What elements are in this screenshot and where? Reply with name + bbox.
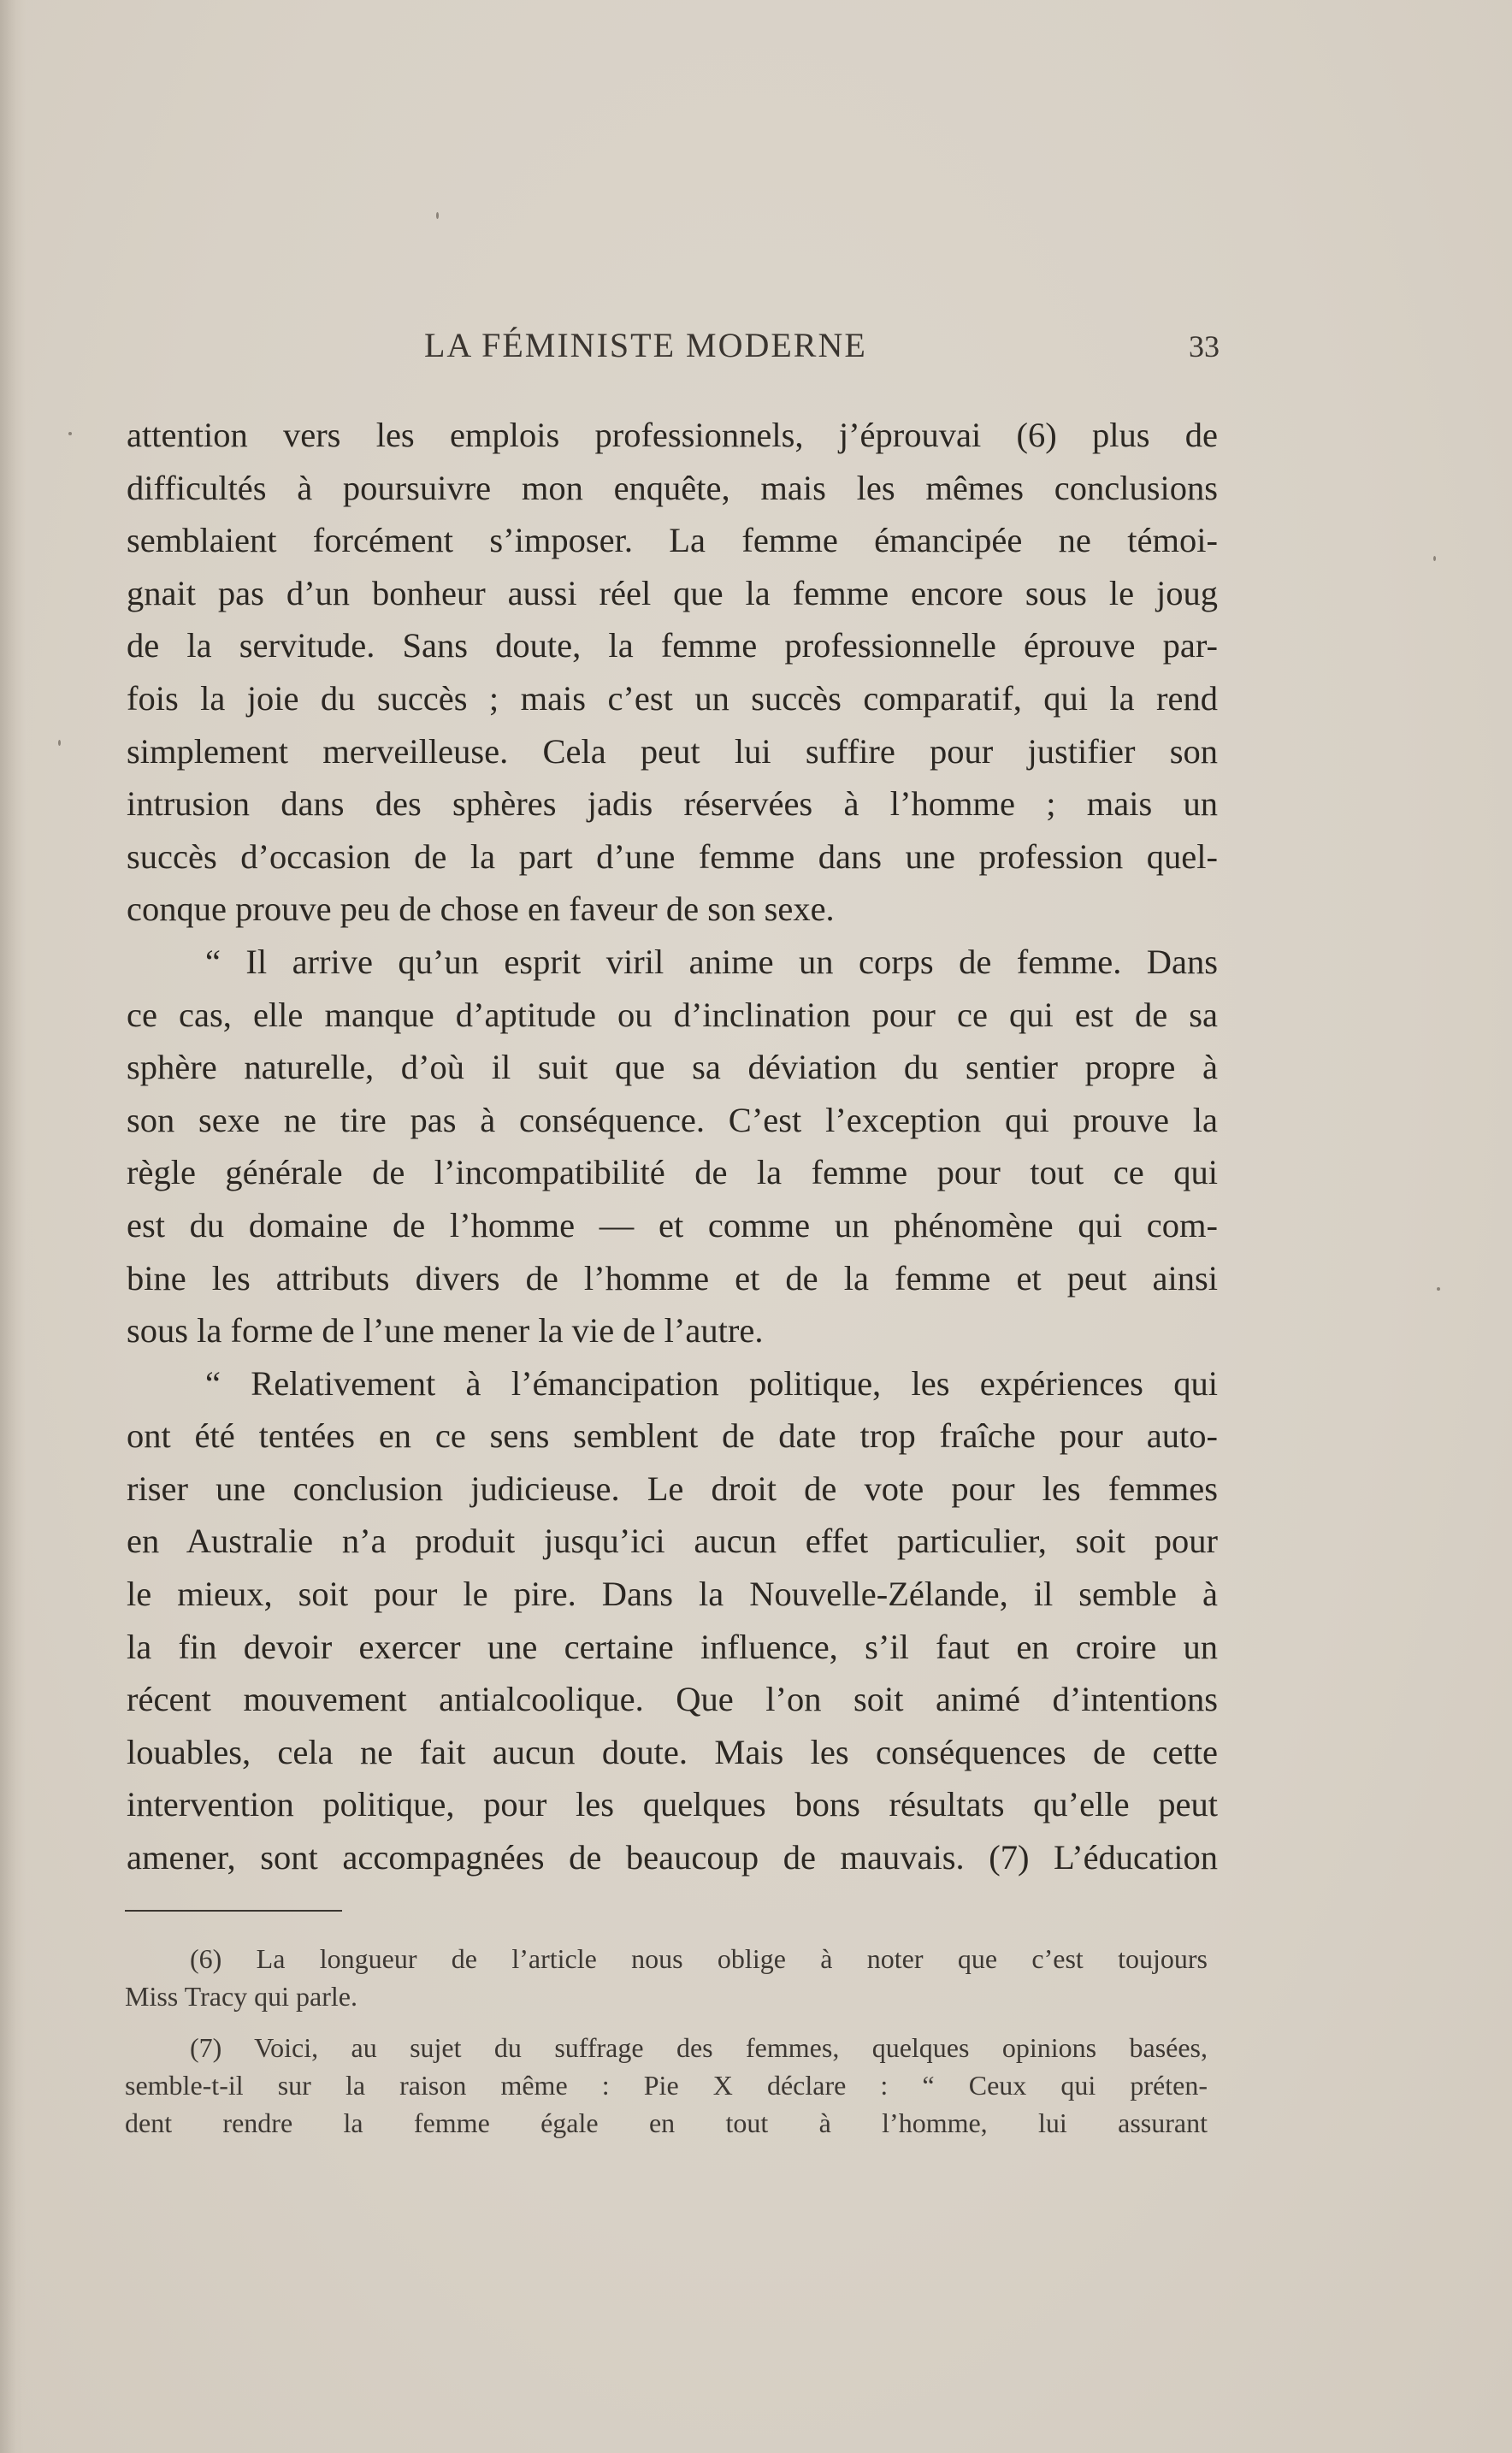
text-line: la fin devoir exercer une certaine influence, s’il faut en croire un xyxy=(127,1627,1218,1666)
binding-shadow xyxy=(0,0,26,2453)
text-line: riser une conclusion judicieuse. Le droit de vote pour les femmes xyxy=(127,1469,1218,1508)
text-line: ont été tentées en ce sens semblent de date trop fraîche pour auto- xyxy=(127,1416,1218,1456)
running-title: LA FÉMINISTE MODERNE xyxy=(424,326,867,364)
footnote-line: (6) La longueur de l’article nous oblige à noter que c’est toujours xyxy=(190,1943,1208,1974)
text-line: est du domaine de l’homme — et comme un phénomène qui com- xyxy=(127,1205,1218,1244)
text-line: “ Relativement à l’émancipation politique, les expériences qui xyxy=(205,1363,1218,1403)
footnote-line: dent rendre la femme égale en tout à l’homme, lui assurant xyxy=(125,2107,1208,2138)
footnote-line: semble-t-il sur la raison même : Pie X déclare : “ Ceux qui préten- xyxy=(125,2070,1208,2101)
footnote-rule xyxy=(125,1910,342,1912)
text-line: attention vers les emplois professionnels, j’éprouvai (6) plus de xyxy=(127,416,1218,454)
paper-speck xyxy=(58,740,61,746)
footnote-line: (7) Voici, au sujet du suffrage des femmes, quelques opinions basées, xyxy=(190,2032,1208,2063)
text-line: “ Il arrive qu’un esprit viril anime un corps de femme. Dans xyxy=(205,942,1218,981)
paper-speck xyxy=(68,432,72,435)
footnote-gap xyxy=(125,2015,1208,2029)
text-line: sous la forme de l’une mener la vie de l’autre. xyxy=(127,1311,764,1351)
text-line: le mieux, soit pour le pire. Dans la Nouvelle-Zélande, il semble à xyxy=(127,1575,1218,1614)
paper-speck xyxy=(1433,556,1436,561)
text-line: succès d’occasion de la part d’une femme dans une profession quel- xyxy=(127,836,1218,876)
text-line: intrusion dans des sphères jadis réservées à l’homme ; mais un xyxy=(127,784,1218,824)
text-line: semblaient forcément s’imposer. La femme émancipée ne témoi- xyxy=(127,521,1218,560)
text-line: sphère naturelle, d’où il suit que sa déviation du sentier propre à xyxy=(127,1048,1218,1087)
page-number: 33 xyxy=(1189,329,1220,364)
body-text xyxy=(127,409,1218,1884)
text-line: louables, cela ne fait aucun doute. Mais les conséquences de cette xyxy=(127,1732,1218,1771)
text-line: ce cas, elle manque d’aptitude ou d’inclination pour ce qui est de sa xyxy=(127,995,1218,1034)
text-line: fois la joie du succès ; mais c’est un succès comparatif, qui la rend xyxy=(127,678,1218,718)
text-line: simplement merveilleuse. Cela peut lui suffire pour justifier son xyxy=(127,731,1218,771)
text-line: difficultés à poursuivre mon enquête, mais les mêmes conclusions xyxy=(127,468,1218,507)
text-line: en Australie n’a produit jusqu’ici aucun effet particulier, soit pour xyxy=(127,1522,1218,1561)
text-line: conque prouve peu de chose en faveur de son sexe. xyxy=(127,890,835,929)
text-line: son sexe ne tire pas à conséquence. C’est l’exception qui prouve la xyxy=(127,1100,1218,1139)
paper-speck xyxy=(436,212,439,219)
text-line: intervention politique, pour les quelques bons résultats qu’elle peut xyxy=(127,1785,1218,1824)
running-head xyxy=(125,325,1220,368)
text-line: gnait pas d’un bonheur aussi réel que la femme encore sous le joug xyxy=(127,573,1218,612)
footnotes xyxy=(125,1940,1208,2142)
text-line: récent mouvement antialcoolique. Que l’on soit animé d’intentions xyxy=(127,1680,1218,1719)
text-line: amener, sont accompagnées de beaucoup de mauvais. (7) L’éducation xyxy=(127,1838,1218,1877)
text-line: règle générale de l’incompatibilité de la femme pour tout ce qui xyxy=(127,1153,1218,1192)
footnote-line: Miss Tracy qui parle. xyxy=(125,1981,357,2012)
text-line: bine les attributs divers de l’homme et de la femme et peut ainsi xyxy=(127,1258,1218,1297)
paper-speck xyxy=(1437,1287,1440,1291)
text-line: de la servitude. Sans doute, la femme professionnelle éprouve par- xyxy=(127,626,1218,665)
